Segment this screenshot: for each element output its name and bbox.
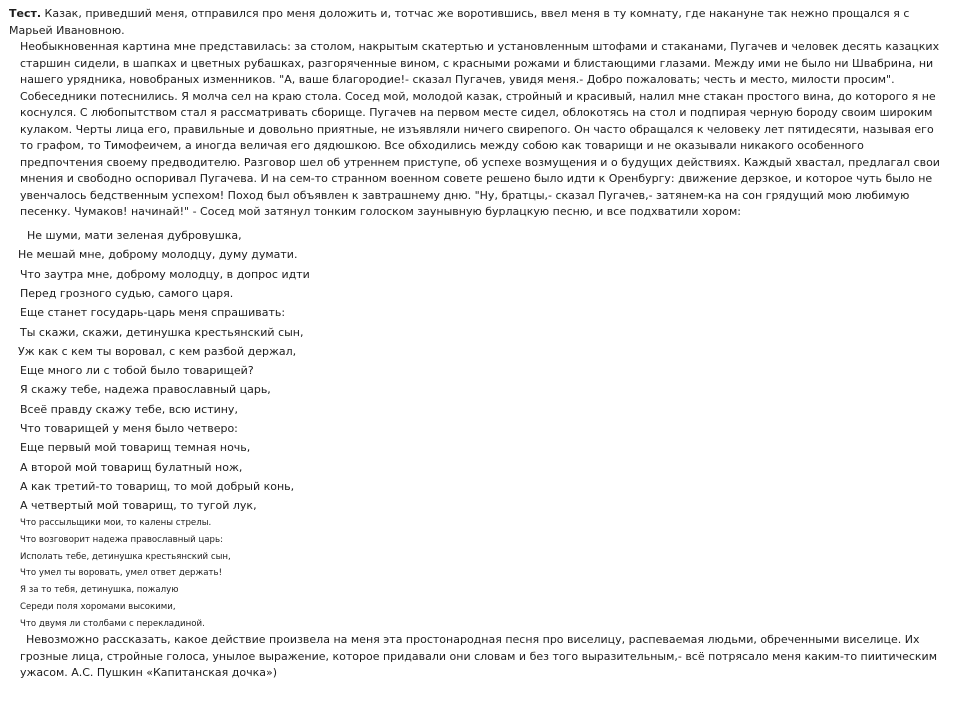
song-line-small: Что рассыльщики мои, то калены стрелы. bbox=[20, 518, 212, 528]
song-line: А четвертый мой товарищ, то тугой лук, bbox=[20, 499, 257, 513]
song-line: А как третий-то товарищ, то мой добрый конь, bbox=[20, 479, 295, 493]
song-line-small: Что умел ты воровать, умел ответ держать! bbox=[20, 568, 223, 579]
body-paragraph-2: Невозможно рассказать, какое действие произвела на меня эта простонародная песня про виселицу, распеваемая людьми, обреченными виселице. Их грозные лица, стройные голоса, унылое выражение, которое придавали они словам и без того выразительным,- всё потрясало меня каким-то пиитическим ужасом. А.С. Пушкин «Капитанская дочка») bbox=[20, 633, 938, 679]
song-line: Перед грозного судью, самого царя. bbox=[20, 286, 234, 300]
song-line: Что товарищей у меня было четверо: bbox=[20, 422, 238, 435]
song-line: Уж как с кем ты воровал, с кем разбой держал, bbox=[18, 344, 297, 358]
song-line: Я скажу тебе, надежа православный царь, bbox=[20, 383, 271, 397]
body-paragraph-1: Необыкновенная картина мне представилась: за столом, накрытым скатертью и установленным штофами и стаканами, Пугачев и человек десять казацких старшин сидели, в шапках и цветных рубашках, разгоряченные вином, с красными рожами и блистающими глазами. Между ими не было ни Швабрина, ни нашего урядника, новобраных изменников. "А, ваше благородие!- сказал Пугачев, увидя меня.- Добро пожаловать; честь и место, милости просим". Собеседники потеснились. Я молча сел на краю стола. Сосед мой, молодой казак, стройный и красивый, налил мне стакан простого вина, до которого я не коснулся. С любопытством стал я рассматривать сборище. Пугачев на первом месте сидел, облокотясь на стол и подпирая черную бороду своим широким кулаком. Черты лица его, правильные и довольно приятные, не изъявляли ничего свирепого. Он часто обращался к человеку лет пятидесяти, называя его то графом, то Тимофеичем, а иногда величая его дядюшкою. Все обходились между собою как товарищи и не оказывали никакого особенного предпочтения своему предводителю. Разговор шел об утреннем приступе, об успехе возмущения и о будущих действиях. Каждый хвастал, предлагал свои мнения и свободно оспоривал Пугачева. И на сем-то странном военном совете решено было идти к Оренбургу: движение дерзкое, и которое чуть было не увенчалось бедственным успехом! Поход был объявлен к завтрашнему дню. "Ну, братцы,- сказал Пугачев,- затянем-ка на сон грядущий мою любимую песенку. Чумаков! начинай!" - Сосед мой затянул тонким голоском заунывную бурлацкую песню, и все подхватили хором: bbox=[20, 40, 940, 218]
song-line: Не мешай мне, доброму молодцу, думу думати. bbox=[18, 248, 298, 262]
song-line-small: Что двумя ли столбами с перекладиной. bbox=[20, 618, 205, 629]
intro-paragraph bbox=[9, 6, 945, 39]
song-line: Еще первый мой товарищ темная ночь, bbox=[20, 441, 251, 455]
intro-text: Казак, приведший меня, отправился про меня доложить и, тотчас же воротившись, ввел меня в ту комнату, где накануне так нежно прощался я с Марьей Ивановною. bbox=[9, 7, 910, 37]
song-line: Не шуми, мати зеленая дубровушка, bbox=[27, 229, 242, 242]
song-line: Еще станет государь-царь меня спрашивать: bbox=[20, 306, 286, 320]
song-line-small: Что возговорит надежа православный царь: bbox=[20, 534, 223, 545]
song-line: А второй мой товарищ булатный нож, bbox=[20, 460, 243, 474]
test-label: Тест. bbox=[9, 7, 42, 20]
song-line-small: Исполать тебе, детинушка крестьянский сын, bbox=[20, 551, 231, 562]
song-line: Ты скажи, скажи, детинушка крестьянский сын, bbox=[20, 325, 304, 339]
song-line: Что заутра мне, доброму молодцу, в допрос идти bbox=[20, 267, 310, 281]
song-line-small: Середи поля хоромами высокими, bbox=[20, 602, 176, 612]
song-line-small: Я за то тебя, детинушка, пожалую bbox=[20, 585, 179, 596]
song-line: Всеё правду скажу тебе, всю истину, bbox=[20, 402, 238, 416]
song-line: Еще много ли с тобой было товарищей? bbox=[20, 364, 254, 378]
